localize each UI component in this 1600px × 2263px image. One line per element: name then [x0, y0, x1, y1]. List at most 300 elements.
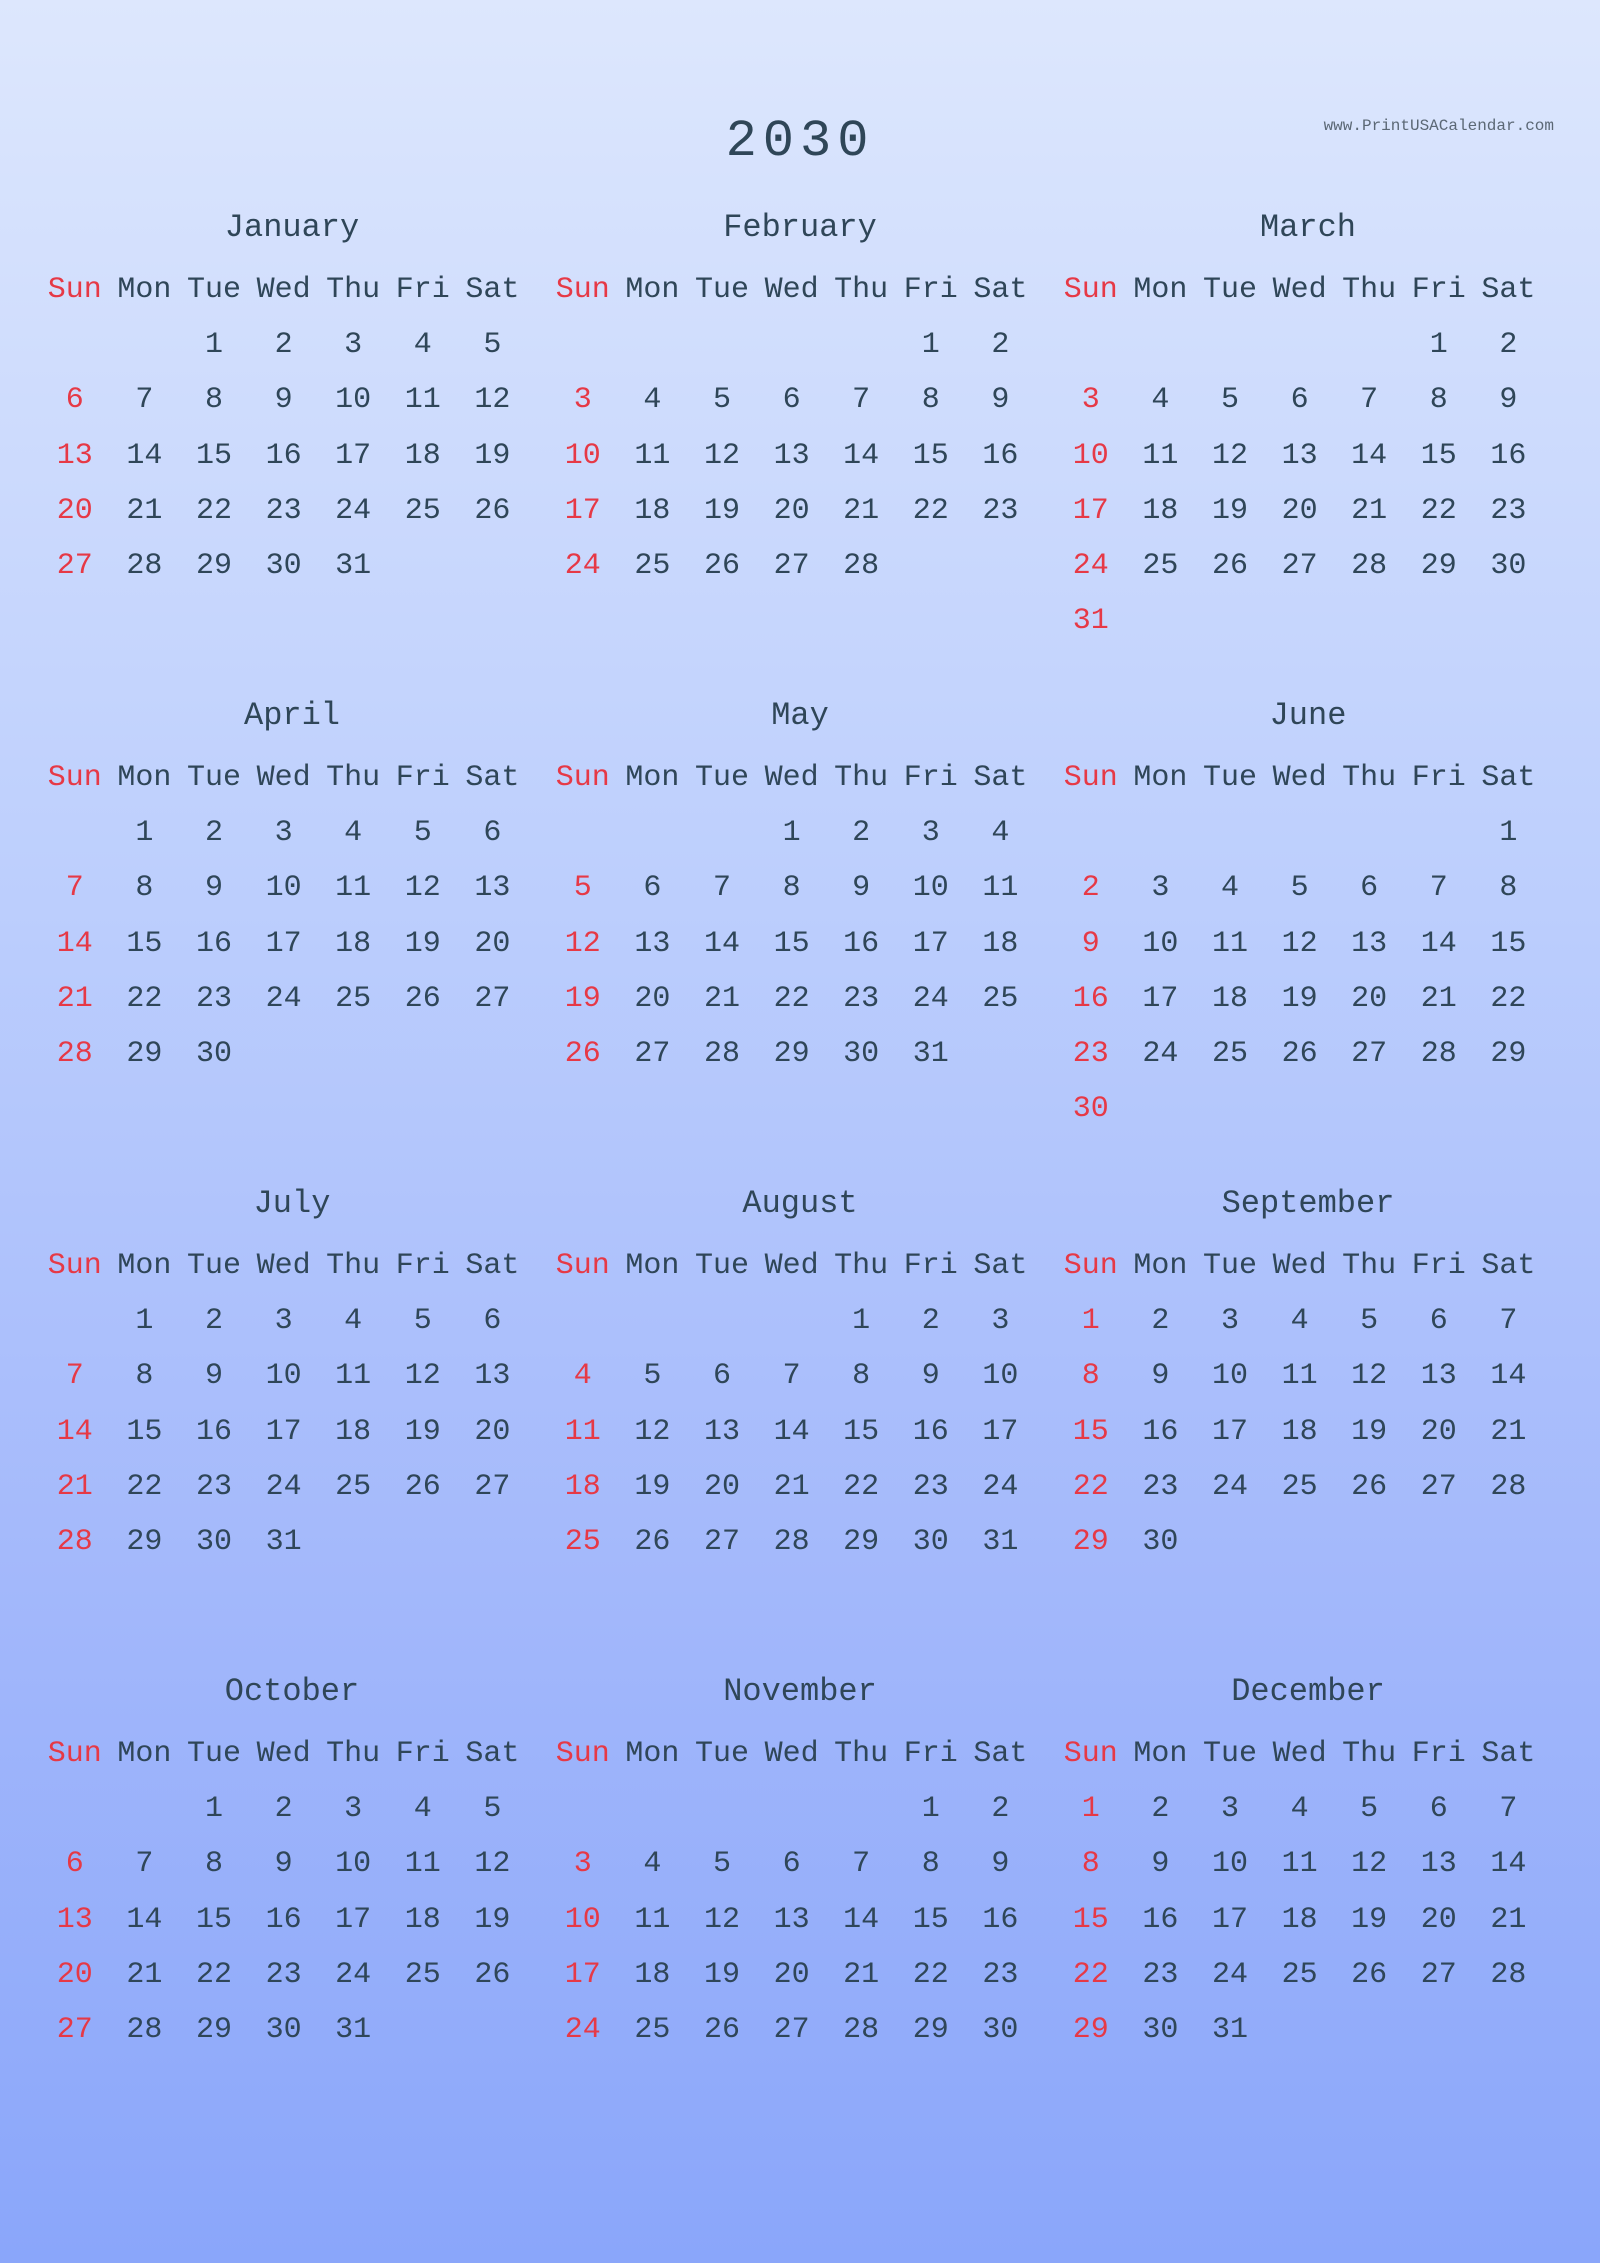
empty-day	[548, 805, 618, 860]
day-cell: 8	[1499, 871, 1518, 906]
day-cell: 29	[1490, 1037, 1527, 1072]
month-name: October	[224, 1673, 360, 1710]
weekday-header: Mon	[117, 1736, 172, 1771]
day-cell: 20	[634, 981, 671, 1016]
day-cell: 30	[1142, 1525, 1179, 1560]
day-cell: 12	[1351, 1359, 1388, 1394]
day-cell: 14	[1420, 926, 1457, 961]
day-cell: 2	[991, 327, 1010, 362]
day-cell: 5	[1220, 383, 1239, 418]
day-cell: 15	[195, 438, 232, 473]
empty-day	[687, 805, 757, 860]
day-cell: 31	[335, 2013, 372, 2048]
day-cell: 18	[634, 493, 671, 528]
day-cell: 2	[852, 815, 871, 850]
day-cell: 18	[404, 1902, 441, 1937]
day-cell: 11	[404, 383, 441, 418]
day-cell: 5	[1290, 871, 1309, 906]
day-cell: 9	[1151, 1359, 1170, 1394]
weekday-header: Sat	[973, 272, 1028, 307]
day-cell: 5	[712, 1847, 731, 1882]
weekday-header: Wed	[256, 272, 311, 307]
day-cell: 25	[404, 1957, 441, 1992]
day-cell: 8	[921, 1847, 940, 1882]
weekday-header: Mon	[117, 760, 172, 795]
day-cell: 11	[335, 1359, 372, 1394]
day-cell: 2	[921, 1303, 940, 1338]
weekday-header: Sun	[555, 1248, 610, 1283]
day-cell: 23	[265, 493, 302, 528]
day-cell: 14	[1351, 438, 1388, 473]
day-cell: 8	[204, 1847, 223, 1882]
day-cell: 15	[126, 1414, 163, 1449]
day-cell: 14	[56, 926, 93, 961]
day-cell: 27	[56, 2013, 93, 2048]
day-cell: 21	[1420, 981, 1457, 1016]
day-cell: 14	[773, 1414, 810, 1449]
day-cell: 16	[1490, 438, 1527, 473]
weekday-header: Sat	[465, 272, 520, 307]
day-cell: 5	[1360, 1303, 1379, 1338]
empty-day	[548, 317, 618, 372]
month-name: May	[771, 697, 829, 734]
weekday-header: Thu	[834, 1736, 889, 1771]
day-cell: 4	[643, 383, 662, 418]
weekday-header: Wed	[1272, 1248, 1327, 1283]
day-cell: 2	[1081, 871, 1100, 906]
day-cell: 26	[703, 549, 740, 584]
weekday-header: Tue	[694, 760, 749, 795]
weekday-header: Fri	[1411, 1736, 1466, 1771]
day-cell: 4	[344, 815, 363, 850]
day-cell: 25	[1281, 1957, 1318, 1992]
day-cell: 30	[912, 1525, 949, 1560]
weekday-header: Wed	[764, 272, 819, 307]
weekday-header: Mon	[625, 760, 680, 795]
month-grid	[40, 750, 544, 1082]
day-cell: 19	[474, 1902, 511, 1937]
day-cell: 25	[404, 493, 441, 528]
day-cell: 22	[126, 1469, 163, 1504]
day-cell: 6	[65, 383, 84, 418]
day-cell: 7	[782, 1359, 801, 1394]
day-cell: 5	[573, 871, 592, 906]
weekday-header: Tue	[694, 1736, 749, 1771]
day-cell: 9	[274, 1847, 293, 1882]
day-cell: 29	[195, 549, 232, 584]
day-cell: 5	[413, 815, 432, 850]
day-cell: 5	[643, 1359, 662, 1394]
weekday-header: Tue	[186, 1736, 241, 1771]
day-cell: 23	[1142, 1469, 1179, 1504]
day-cell: 11	[404, 1847, 441, 1882]
day-cell: 23	[912, 1469, 949, 1504]
day-cell: 9	[852, 871, 871, 906]
empty-day	[687, 1781, 757, 1836]
weekday-header: Fri	[903, 760, 958, 795]
empty-day	[618, 1293, 688, 1348]
weekday-header: Fri	[1411, 272, 1466, 307]
day-cell: 1	[921, 327, 940, 362]
day-cell: 25	[634, 2013, 671, 2048]
day-cell: 3	[1081, 383, 1100, 418]
day-cell: 4	[413, 327, 432, 362]
day-cell: 20	[1420, 1414, 1457, 1449]
day-cell: 20	[474, 1414, 511, 1449]
empty-day	[1404, 805, 1474, 860]
day-cell: 16	[265, 438, 302, 473]
weekday-header: Fri	[1411, 1248, 1466, 1283]
day-cell: 1	[135, 815, 154, 850]
day-cell: 26	[1351, 1957, 1388, 1992]
day-cell: 27	[474, 1469, 511, 1504]
weekday-header: Sat	[1481, 760, 1536, 795]
day-cell: 2	[204, 1303, 223, 1338]
empty-day	[1334, 317, 1404, 372]
day-cell: 15	[773, 926, 810, 961]
day-cell: 10	[1072, 438, 1109, 473]
weekday-header: Wed	[256, 1736, 311, 1771]
day-cell: 7	[135, 1847, 154, 1882]
day-cell: 12	[634, 1414, 671, 1449]
day-cell: 24	[265, 981, 302, 1016]
day-cell: 8	[782, 871, 801, 906]
month-name: February	[723, 209, 877, 246]
day-cell: 19	[404, 926, 441, 961]
day-cell: 6	[1290, 383, 1309, 418]
day-cell: 23	[982, 493, 1019, 528]
day-cell: 29	[195, 2013, 232, 2048]
day-cell: 7	[1360, 383, 1379, 418]
weekday-header: Thu	[834, 272, 889, 307]
day-cell: 7	[65, 1359, 84, 1394]
day-cell: 3	[1151, 871, 1170, 906]
day-cell: 17	[265, 926, 302, 961]
year-title: 2030	[725, 112, 875, 171]
day-cell: 23	[1490, 493, 1527, 528]
weekday-header: Thu	[1342, 1248, 1397, 1283]
weekday-header: Sun	[47, 1736, 102, 1771]
day-cell: 23	[982, 1957, 1019, 1992]
day-cell: 13	[1281, 438, 1318, 473]
day-cell: 25	[1211, 1037, 1248, 1072]
day-cell: 29	[1420, 549, 1457, 584]
empty-day	[1126, 317, 1196, 372]
day-cell: 1	[135, 1303, 154, 1338]
day-cell: 26	[404, 1469, 441, 1504]
day-cell: 11	[335, 871, 372, 906]
day-cell: 14	[843, 1902, 880, 1937]
day-cell: 7	[852, 1847, 871, 1882]
day-cell: 6	[782, 1847, 801, 1882]
day-cell: 23	[195, 981, 232, 1016]
day-cell: 31	[912, 1037, 949, 1072]
month-grid	[1056, 750, 1560, 1137]
day-cell: 13	[56, 1902, 93, 1937]
day-cell: 4	[643, 1847, 662, 1882]
day-cell: 15	[1490, 926, 1527, 961]
weekday-header: Thu	[1342, 272, 1397, 307]
day-cell: 11	[564, 1414, 601, 1449]
day-cell: 21	[1351, 493, 1388, 528]
weekday-header: Tue	[1202, 1736, 1257, 1771]
day-cell: 22	[1490, 981, 1527, 1016]
day-cell: 20	[703, 1469, 740, 1504]
weekday-header: Mon	[625, 1248, 680, 1283]
day-cell: 21	[1490, 1414, 1527, 1449]
weekday-header: Sat	[465, 760, 520, 795]
month-name: June	[1269, 697, 1347, 734]
day-cell: 15	[912, 438, 949, 473]
day-cell: 19	[1351, 1414, 1388, 1449]
month-name: November	[723, 1673, 877, 1710]
day-cell: 4	[1220, 871, 1239, 906]
day-cell: 10	[335, 1847, 372, 1882]
month-name: April	[243, 697, 340, 734]
day-cell: 6	[712, 1359, 731, 1394]
day-cell: 19	[1281, 981, 1318, 1016]
day-cell: 15	[1072, 1414, 1109, 1449]
weekday-header: Mon	[117, 272, 172, 307]
day-cell: 24	[1072, 549, 1109, 584]
month-grid	[548, 1238, 1052, 1570]
day-cell: 11	[982, 871, 1019, 906]
weekday-header: Tue	[694, 1248, 749, 1283]
day-cell: 19	[1211, 493, 1248, 528]
day-cell: 14	[1490, 1359, 1527, 1394]
empty-day	[40, 1781, 110, 1836]
month-grid	[1056, 1238, 1560, 1570]
day-cell: 9	[991, 1847, 1010, 1882]
day-cell: 4	[573, 1359, 592, 1394]
day-cell: 10	[265, 1359, 302, 1394]
day-cell: 5	[413, 1303, 432, 1338]
day-cell: 4	[991, 815, 1010, 850]
day-cell: 1	[852, 1303, 871, 1338]
weekday-header: Sat	[1481, 272, 1536, 307]
day-cell: 8	[1081, 1847, 1100, 1882]
day-cell: 20	[56, 493, 93, 528]
day-cell: 19	[703, 1957, 740, 1992]
weekday-header: Sun	[555, 1736, 610, 1771]
day-cell: 8	[1081, 1359, 1100, 1394]
weekday-header: Fri	[395, 1736, 450, 1771]
weekday-header: Sun	[1063, 272, 1118, 307]
day-cell: 15	[843, 1414, 880, 1449]
month-grid	[40, 1726, 544, 2058]
empty-day	[1195, 805, 1265, 860]
day-cell: 10	[1142, 926, 1179, 961]
month-name: December	[1231, 1673, 1385, 1710]
month-grid	[1056, 262, 1560, 649]
day-cell: 7	[65, 871, 84, 906]
day-cell: 3	[921, 815, 940, 850]
empty-day	[618, 1781, 688, 1836]
day-cell: 17	[912, 926, 949, 961]
day-cell: 8	[135, 1359, 154, 1394]
day-cell: 22	[1072, 1957, 1109, 1992]
empty-day	[40, 1293, 110, 1348]
day-cell: 1	[921, 1791, 940, 1826]
day-cell: 3	[991, 1303, 1010, 1338]
day-cell: 12	[1211, 438, 1248, 473]
weekday-header: Mon	[625, 272, 680, 307]
day-cell: 27	[474, 981, 511, 1016]
day-cell: 2	[1151, 1303, 1170, 1338]
weekday-header: Sun	[47, 1248, 102, 1283]
day-cell: 30	[1072, 1092, 1109, 1127]
weekday-header: Sat	[465, 1248, 520, 1283]
day-cell: 17	[1072, 493, 1109, 528]
month-grid	[40, 1238, 544, 1570]
empty-day	[548, 1293, 618, 1348]
day-cell: 20	[773, 1957, 810, 1992]
day-cell: 28	[843, 549, 880, 584]
empty-day	[1334, 805, 1404, 860]
day-cell: 19	[703, 493, 740, 528]
day-cell: 11	[1281, 1847, 1318, 1882]
day-cell: 13	[1351, 926, 1388, 961]
weekday-header: Wed	[256, 760, 311, 795]
day-cell: 16	[1142, 1414, 1179, 1449]
day-cell: 30	[195, 1525, 232, 1560]
empty-day	[110, 317, 180, 372]
day-cell: 18	[564, 1469, 601, 1504]
day-cell: 13	[773, 438, 810, 473]
weekday-header: Tue	[186, 272, 241, 307]
day-cell: 25	[335, 981, 372, 1016]
day-cell: 28	[843, 2013, 880, 2048]
day-cell: 26	[564, 1037, 601, 1072]
day-cell: 29	[843, 1525, 880, 1560]
empty-day	[757, 1781, 827, 1836]
day-cell: 8	[204, 383, 223, 418]
day-cell: 30	[982, 2013, 1019, 2048]
day-cell: 5	[1360, 1791, 1379, 1826]
day-cell: 14	[703, 926, 740, 961]
day-cell: 21	[843, 1957, 880, 1992]
day-cell: 1	[1499, 815, 1518, 850]
month-grid	[548, 1726, 1052, 2058]
day-cell: 3	[274, 1303, 293, 1338]
day-cell: 13	[634, 926, 671, 961]
weekday-header: Thu	[326, 272, 381, 307]
day-cell: 4	[344, 1303, 363, 1338]
day-cell: 5	[712, 383, 731, 418]
weekday-header: Sat	[973, 1736, 1028, 1771]
day-cell: 27	[1420, 1469, 1457, 1504]
day-cell: 18	[1211, 981, 1248, 1016]
weekday-header: Fri	[395, 760, 450, 795]
day-cell: 2	[204, 815, 223, 850]
month-grid	[548, 262, 1052, 594]
empty-day	[618, 317, 688, 372]
day-cell: 4	[1290, 1791, 1309, 1826]
day-cell: 12	[703, 438, 740, 473]
day-cell: 20	[1420, 1902, 1457, 1937]
weekday-header: Wed	[1272, 272, 1327, 307]
day-cell: 31	[1072, 604, 1109, 639]
day-cell: 28	[773, 1525, 810, 1560]
day-cell: 5	[483, 1791, 502, 1826]
day-cell: 8	[135, 871, 154, 906]
day-cell: 22	[912, 493, 949, 528]
day-cell: 11	[634, 1902, 671, 1937]
day-cell: 6	[782, 383, 801, 418]
day-cell: 24	[1142, 1037, 1179, 1072]
day-cell: 31	[1211, 2013, 1248, 2048]
day-cell: 21	[56, 981, 93, 1016]
day-cell: 17	[982, 1414, 1019, 1449]
day-cell: 25	[335, 1469, 372, 1504]
day-cell: 2	[274, 327, 293, 362]
weekday-header: Thu	[834, 760, 889, 795]
day-cell: 3	[1220, 1303, 1239, 1338]
empty-day	[757, 317, 827, 372]
day-cell: 30	[265, 549, 302, 584]
weekday-header: Fri	[395, 1248, 450, 1283]
day-cell: 15	[1072, 1902, 1109, 1937]
day-cell: 6	[483, 815, 502, 850]
day-cell: 13	[474, 871, 511, 906]
weekday-header: Sun	[47, 272, 102, 307]
day-cell: 20	[773, 493, 810, 528]
day-cell: 4	[1290, 1303, 1309, 1338]
day-cell: 18	[335, 1414, 372, 1449]
day-cell: 9	[1151, 1847, 1170, 1882]
day-cell: 6	[483, 1303, 502, 1338]
weekday-header: Wed	[1272, 1736, 1327, 1771]
empty-day	[40, 805, 110, 860]
day-cell: 19	[404, 1414, 441, 1449]
day-cell: 22	[773, 981, 810, 1016]
weekday-header: Sun	[1063, 1248, 1118, 1283]
day-cell: 19	[474, 438, 511, 473]
day-cell: 10	[912, 871, 949, 906]
weekday-header: Wed	[764, 1736, 819, 1771]
day-cell: 2	[1151, 1791, 1170, 1826]
weekday-header: Tue	[694, 272, 749, 307]
empty-day	[826, 317, 896, 372]
day-cell: 19	[1351, 1902, 1388, 1937]
empty-day	[1265, 805, 1335, 860]
day-cell: 16	[195, 1414, 232, 1449]
day-cell: 17	[265, 1414, 302, 1449]
website-url: www.PrintUSACalendar.com	[1323, 117, 1554, 135]
day-cell: 21	[773, 1469, 810, 1504]
weekday-header: Wed	[1272, 760, 1327, 795]
day-cell: 6	[1429, 1791, 1448, 1826]
day-cell: 8	[852, 1359, 871, 1394]
day-cell: 25	[982, 981, 1019, 1016]
day-cell: 2	[1499, 327, 1518, 362]
day-cell: 10	[335, 383, 372, 418]
day-cell: 12	[404, 1359, 441, 1394]
month-grid	[548, 750, 1052, 1082]
day-cell: 24	[912, 981, 949, 1016]
day-cell: 24	[1211, 1957, 1248, 1992]
day-cell: 3	[274, 815, 293, 850]
month-name: August	[742, 1185, 858, 1222]
day-cell: 21	[703, 981, 740, 1016]
day-cell: 21	[126, 1957, 163, 1992]
day-cell: 28	[703, 1037, 740, 1072]
day-cell: 21	[56, 1469, 93, 1504]
day-cell: 16	[982, 438, 1019, 473]
day-cell: 18	[982, 926, 1019, 961]
day-cell: 13	[1420, 1847, 1457, 1882]
day-cell: 19	[564, 981, 601, 1016]
